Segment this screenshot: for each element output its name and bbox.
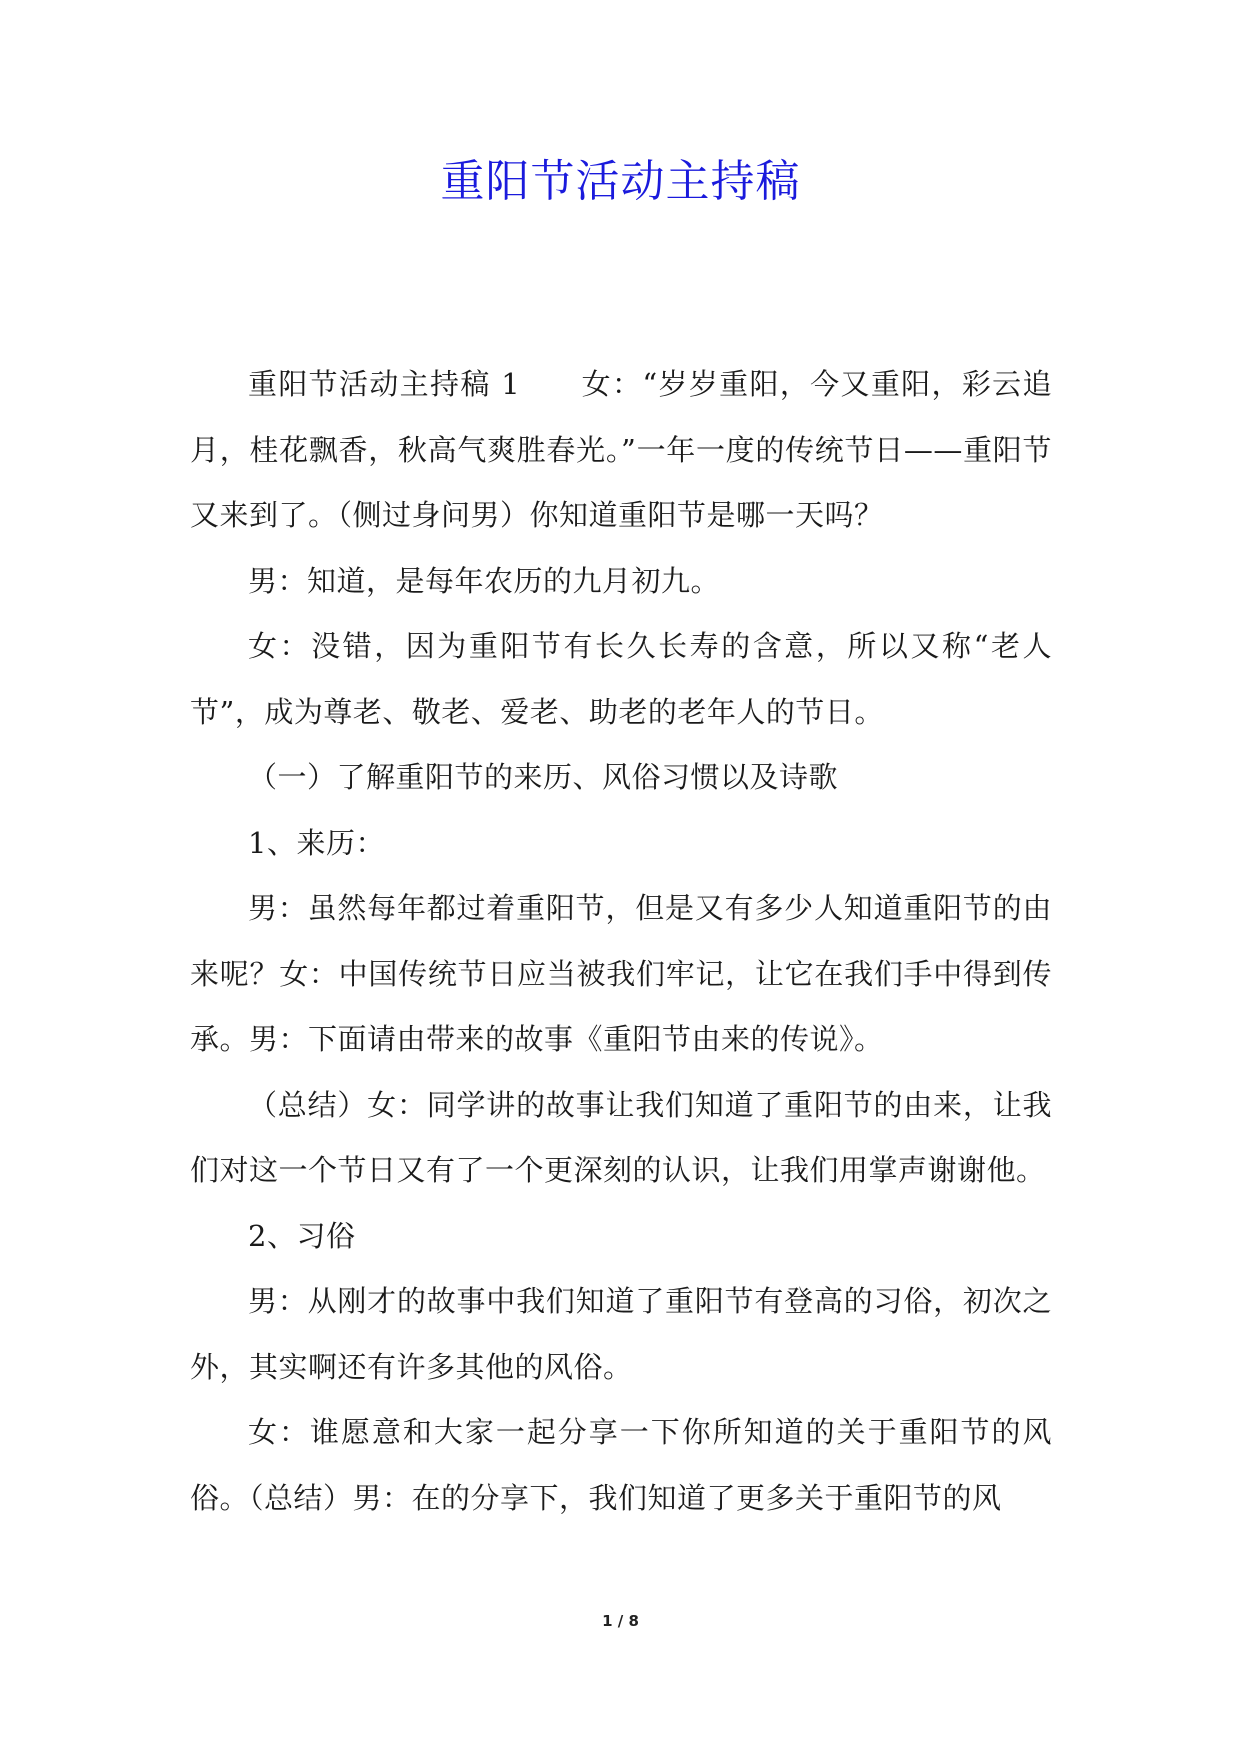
paragraph-9: 男：从刚才的故事中我们知道了重阳节有登高的习俗，初次之外，其实啊还有许多其他的风俗。 [190, 1284, 1052, 1384]
paragraph-7: （总结）女：同学讲的故事让我们知道了重阳节的由来，让我们对这一个节日又有了一个更深刻的认识，让我们用掌声谢谢他。 [190, 1087, 1052, 1187]
subheading-customs: 2、习俗 [248, 1218, 356, 1253]
page-title: 重阳节活动主持稿 [440, 156, 801, 207]
paragraph-1: 重阳节活动主持稿 1 女：“岁岁重阳，今又重阳，彩云追月，桂花飘香，秋高气爽胜春光。”一年一度的传统节日——重阳节又来到了。（侧过身问男）你知道重阳节是哪一天吗？ [190, 367, 1052, 532]
document-body [190, 352, 1052, 1531]
paragraph-3: 女：没错，因为重阳节有长久长寿的含意，所以又称“老人节”，成为尊老、敬老、爱老、助老的老年人的节日。 [190, 629, 1052, 729]
paragraph-2: 男：知道，是每年农历的九月初九。 [248, 563, 721, 598]
subheading-origin: 1、来历： [248, 825, 385, 860]
paragraph-6: 男：虽然每年都过着重阳节，但是又有多少人知道重阳节的由来呢？女：中国传统节日应当被我们牢记，让它在我们手中得到传承。男：下面请由带来的故事《重阳节由来的传说》。 [190, 891, 1052, 1056]
paragraph-10: 女：谁愿意和大家一起分享一下你所知道的关于重阳节的风俗。（总结）男：在的分享下，我们知道了更多关于重阳节的风 [190, 1415, 1052, 1515]
section-heading-1: （一）了解重阳节的来历、风俗习惯以及诗歌 [248, 760, 839, 794]
page-number: 1 / 8 [602, 1612, 639, 1630]
